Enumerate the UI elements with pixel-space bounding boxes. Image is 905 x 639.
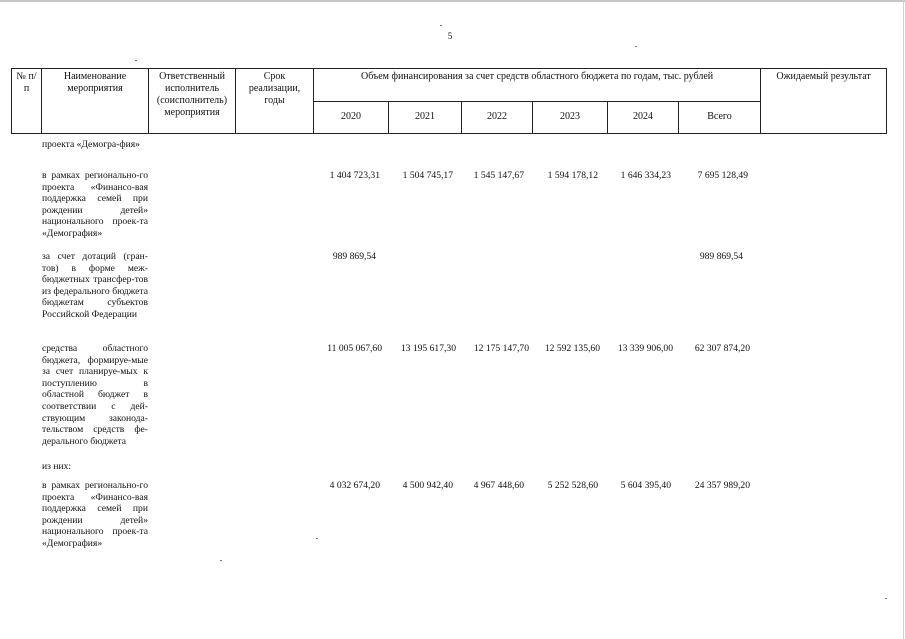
- scan-speck: [316, 538, 318, 539]
- header-result: Ожидаемый результат: [761, 69, 887, 134]
- value-2021: 4 500 942,40: [402, 480, 453, 491]
- value-2020: 989 869,54: [332, 251, 376, 262]
- table-header: [11, 68, 887, 134]
- header-total: Всего: [679, 101, 761, 134]
- value-2021: 1 504 745,17: [402, 170, 453, 181]
- row-name: средства областного бюджета, формируе-мые за счет планируе-мых к поступлению в областной бюджет в соответствии с дей-ствующим законода-тельством средств фе-дерального бюджета: [42, 343, 148, 447]
- row-name: за счет дотаций (гран-тов) в форме меж-бюджетных трансфер-тов из федерального бюджета бюджетам субъектов Российской Федерации: [42, 251, 148, 320]
- value-2020: 11 005 067,60: [327, 343, 382, 354]
- header-executor: Ответственный исполнитель (соисполнитель) мероприятия: [149, 69, 236, 134]
- value-total: 62 307 874,20: [694, 343, 750, 354]
- value-2023: 5 252 528,60: [547, 480, 598, 491]
- header-year-2023: 2023: [533, 101, 608, 134]
- value-total: 7 695 128,49: [697, 170, 748, 181]
- value-2023: 12 592 135,60: [544, 343, 600, 354]
- header-funding: Объем финансирования за счет средств областного бюджета по годам, тыс. рублей: [314, 69, 761, 102]
- row-name: из них:: [42, 461, 72, 472]
- header-year-2020: 2020: [314, 101, 389, 134]
- page-right-edge: [903, 0, 904, 639]
- value-2024: 13 339 906,00: [617, 343, 673, 354]
- scan-speck: [440, 25, 442, 26]
- page-top-edge: [0, 0, 905, 2]
- header-name: Наименование мероприятия: [42, 69, 149, 134]
- value-2023: 1 594 178,12: [547, 170, 598, 181]
- page-number: 5: [447, 31, 453, 41]
- scan-speck: [135, 60, 137, 61]
- value-total: 24 357 989,20: [694, 480, 750, 491]
- header-year-2021: 2021: [389, 101, 462, 134]
- value-2022: 12 175 147,70: [473, 343, 529, 354]
- value-2020: 1 404 723,31: [329, 170, 380, 181]
- value-2024: 1 646 334,23: [620, 170, 671, 181]
- row-name: в рамках регионально-го проекта «Финансо-вая поддержка семей при рождении детей» национального проек-та «Демография»: [42, 170, 148, 239]
- value-2021: 13 195 617,30: [400, 343, 456, 354]
- header-year-2024: 2024: [608, 101, 679, 134]
- row-name: проекта «Демогра-фия»: [42, 139, 140, 150]
- header-num: № п/п: [12, 69, 42, 134]
- value-2022: 4 967 448,60: [473, 480, 524, 491]
- value-2022: 1 545 147,67: [473, 170, 524, 181]
- scan-speck: [220, 560, 222, 561]
- scan-speck: [885, 598, 887, 599]
- scan-speck: [635, 46, 637, 47]
- value-total: 989 869,54: [699, 251, 743, 262]
- header-period: Срок реализации, годы: [236, 69, 314, 134]
- row-name: в рамках регионально-го проекта «Финансо-вая поддержка семей при рождении детей» национального проек-та «Демография»: [42, 480, 148, 549]
- value-2020: 4 032 674,20: [329, 480, 380, 491]
- value-2024: 5 604 395,40: [620, 480, 671, 491]
- header-year-2022: 2022: [462, 101, 533, 134]
